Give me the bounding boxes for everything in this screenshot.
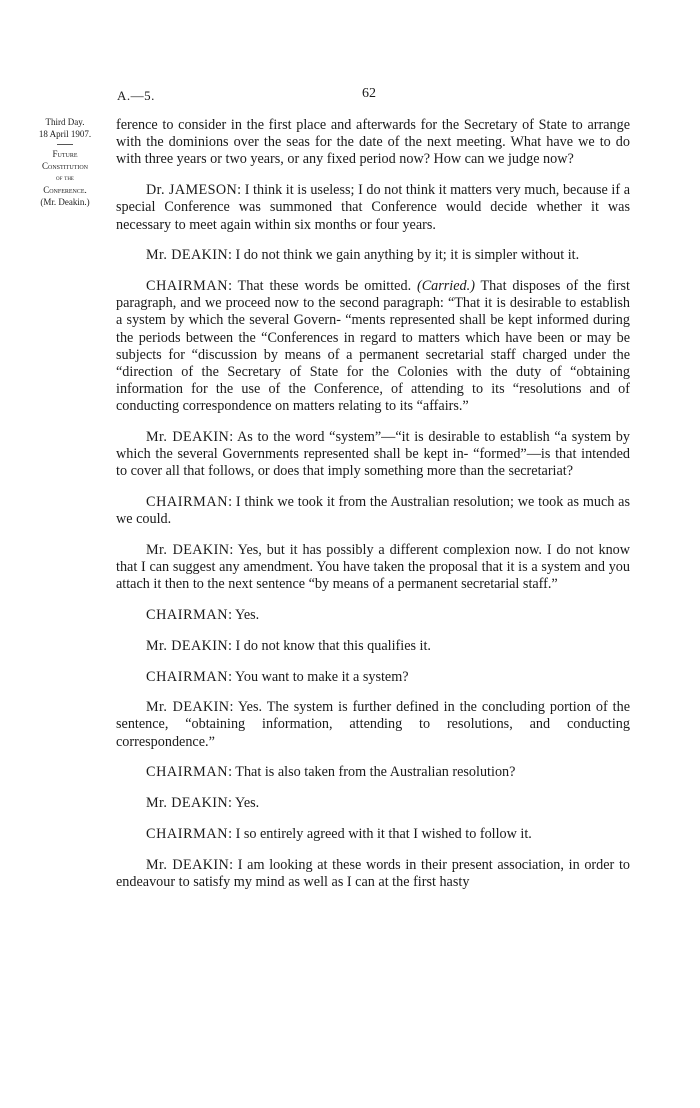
- speaker-name: Mr. DEAKIN: [146, 429, 230, 446]
- paragraph-chairman-resolution: CHAIRMAN: That these words be omitted. (Carried.) That disposes of the first paragraph, and we proceed now to the second paragraph: “That it is desirable to establish a system by which the several Govern- “ments represented shall be kept informed during the periods between the “Conferences in regard to matters which have been or may be subjects for “discussion by means of a permanent secretarial staff charged under the “direction of the Secretary of State for the Colonies with the duty of “obtaining information for the use of the Conference, of attending to its “resolutions and of conducting correspondence on matters relating to its “affairs.”: [116, 277, 631, 415]
- margin-day: Third Day.: [45, 117, 85, 127]
- paragraph-text: Yes. The system is further defined in the concluding portion of the sentence, “obtaining information, attending to resolutions, and conducting correspondence.”: [116, 699, 630, 750]
- speaker-name: Mr. DEAKIN: [146, 856, 230, 873]
- paragraph-deakin: Mr. DEAKIN: I am looking at these words in their present association, in order to endeavour to satisfy my mind as well as I can at the first hasty: [116, 856, 630, 890]
- margin-speaker: (Mr. Deakin.): [40, 197, 90, 207]
- paragraph-text: Yes.: [235, 607, 260, 624]
- speaker-name: Dr. JAMESON: [146, 182, 238, 199]
- paragraph-text: Yes.: [235, 795, 260, 812]
- paragraph-text: You want to make it a system?: [235, 668, 409, 685]
- paragraph-chairman: CHAIRMAN: You want to make it a system?: [146, 668, 409, 685]
- paragraph-text: That is also taken from the Australian resolution?: [235, 764, 516, 781]
- page-number: 62: [362, 86, 376, 101]
- paragraph-text: Yes, but it has possibly a different complexion now. I do not know that I can suggest any amendment. You have taken the proposal that it is a system and you attach it then to the next sentence “by means of a permanent secretarial staff.”: [116, 542, 631, 593]
- carried-note: (Carried.): [416, 277, 475, 294]
- paragraph-text: I think it is useless; I do not think it matters very much, because if a special Conference was summoned that Conference would decide whether it was necessary to meet again within six months or four years.: [116, 182, 630, 233]
- margin-topic-line-2: Constitution: [42, 161, 88, 171]
- speaker-name: Mr. DEAKIN: [146, 637, 229, 654]
- page-reference: A.—5.: [117, 88, 155, 103]
- paragraph-text: That these words be omitted.: [237, 277, 412, 294]
- paragraph-deakin: Mr. DEAKIN: As to the word “system”—“it is desirable to establish “a system by which the several Governments represented shall be kept in- “formed”—is that intended to cover all that follows, or does that imply something more than the secretariat?: [116, 429, 630, 480]
- margin-date: 18 April 1907.: [38, 129, 92, 139]
- margin-topic-line-3: of the: [56, 173, 74, 182]
- margin-topic-line-1: Future: [52, 149, 78, 159]
- margin-note: [26, 116, 104, 208]
- speaker-name: Mr. DEAKIN: [146, 247, 229, 264]
- speaker-name: Mr. DEAKIN: [146, 795, 229, 812]
- paragraph-text: I am looking at these words in their present association, in order to endeavour to satisfy my mind as well as I can at the first hasty: [116, 856, 630, 890]
- speaker-name: CHAIRMAN: [146, 494, 229, 511]
- speaker-name: CHAIRMAN: [146, 825, 229, 842]
- paragraph-text: As to the word “system”—“it is desirable to establish “a system by which the several Governments represented shall be kept in- “formed”—is that intended to cover all that follows, or does that imply something more than the secretariat?: [116, 429, 630, 480]
- paragraph-text-continued: That disposes of the first paragraph, and we proceed now to the second paragraph: “That it is desirable to establish a system by which the several Govern- “ments represented shall be kept informed during the periods between the “Conferences in regard to matters which have been or may be subjects for “discussion by means of a permanent secretarial staff charged under the “direction of the Secretary of State for the Colonies with the duty of “obtaining information for the use of the Conference, of attending to its “resolutions and of conducting correspondence on matters relating to its “affairs.”: [116, 277, 631, 415]
- paragraph-text: ference to consider in the first place and afterwards for the Secretary of State to arrange with the dominions over the seas for the date of the next meeting. What have we to do with three years or two years, or any fixed period now? How can we judge now?: [116, 117, 630, 168]
- transcript-body: [116, 117, 630, 904]
- paragraph-chairman: CHAIRMAN: That is also taken from the Australian resolution?: [146, 764, 516, 781]
- speaker-name: CHAIRMAN: [146, 764, 229, 781]
- paragraph-text: I think we took it from the Australian resolution; we took as much as we could.: [116, 494, 630, 528]
- paragraph-chairman: CHAIRMAN: Yes.: [146, 607, 260, 624]
- paragraph-text: I do not think we gain anything by it; it is simpler without it.: [235, 247, 580, 264]
- margin-divider: [57, 144, 73, 145]
- speaker-name: CHAIRMAN: [146, 277, 229, 294]
- paragraph-text: I so entirely agreed with it that I wished to follow it.: [235, 825, 532, 842]
- paragraph-deakin: Mr. DEAKIN: Yes.: [146, 795, 260, 812]
- paragraph-text: I do not know that this qualifies it.: [235, 637, 431, 654]
- paragraph-continuation: [116, 117, 630, 169]
- margin-topic-line-4: Conference.: [43, 185, 87, 195]
- speaker-name: CHAIRMAN: [146, 607, 229, 624]
- paragraph-chairman: CHAIRMAN: I so entirely agreed with it that I wished to follow it.: [146, 825, 532, 842]
- speaker-name: Mr. DEAKIN: [146, 542, 230, 559]
- speaker-name: Mr. DEAKIN: [146, 699, 230, 716]
- paragraph-chairman: CHAIRMAN: I think we took it from the Australian resolution; we took as much as we could.: [116, 494, 630, 528]
- paragraph-jameson: Dr. JAMESON: I think it is useless; I do not think it matters very much, because if a special Conference was summoned that Conference would decide whether it was necessary to meet again within six months or four years.: [116, 182, 630, 233]
- paragraph-deakin: Mr. DEAKIN: I do not think we gain anything by it; it is simpler without it.: [146, 247, 580, 264]
- paragraph-deakin: Mr. DEAKIN: Yes. The system is further defined in the concluding portion of the sentence, “obtaining information, attending to resolutions, and conducting correspondence.”: [116, 699, 630, 750]
- paragraph-deakin: Mr. DEAKIN: Yes, but it has possibly a different complexion now. I do not know that I can suggest any amendment. You have taken the proposal that it is a system and you attach it then to the next sentence “by means of a permanent secretarial staff.”: [116, 542, 631, 593]
- paragraph-deakin: Mr. DEAKIN: I do not know that this qualifies it.: [146, 637, 431, 654]
- speaker-name: CHAIRMAN: [146, 668, 229, 685]
